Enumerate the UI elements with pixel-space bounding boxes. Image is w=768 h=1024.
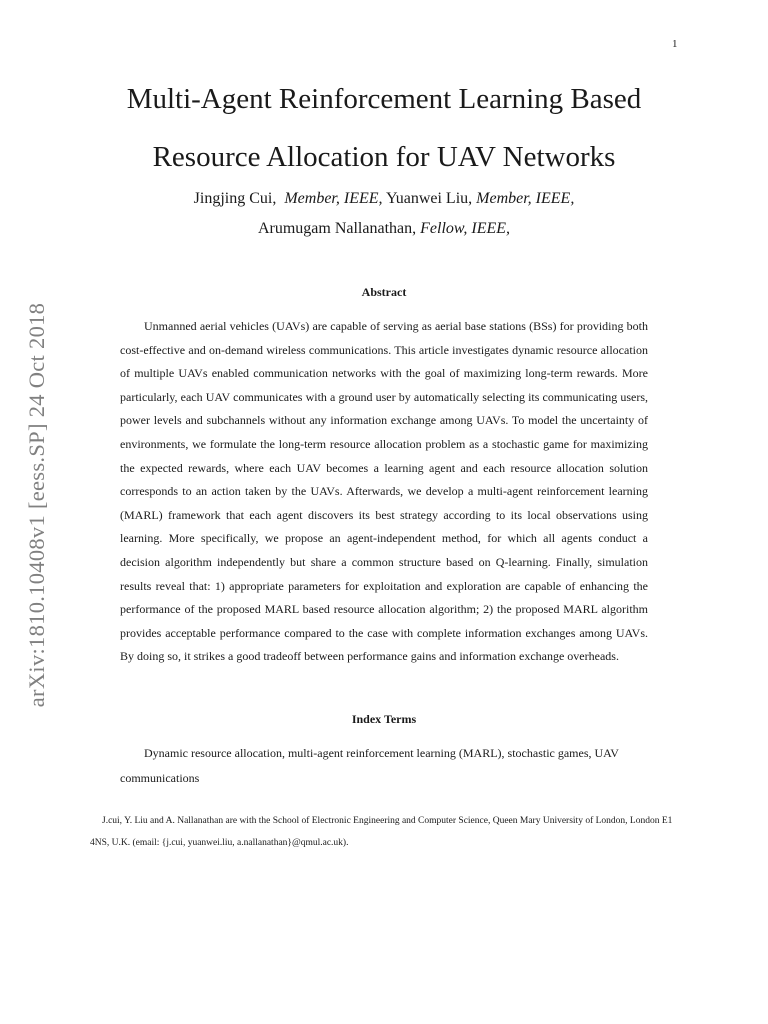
author-line-2 (64, 214, 704, 244)
affiliation-footnote: J.cui, Y. Liu and A. Nallanathan are with the School of Electronic Engineering and Computer Science, Queen Mary University of London, London E1 4NS, U.K. (email: {j.cui, yuanwei.liu, a.nallanathan}@qmul.ac.uk). (90, 816, 673, 848)
paper-title (64, 70, 704, 186)
title-line-1: Multi-Agent Reinforcement Learning Based (126, 83, 642, 115)
page-number: 1 (672, 38, 678, 50)
title-line-2: Resource Allocation for UAV Networks (152, 141, 616, 173)
arxiv-identifier-text: arXiv:1810.10408v1 [eess.SP] 24 Oct 2018 (24, 302, 49, 708)
author-line-1 (64, 184, 704, 214)
index-terms-text: Dynamic resource allocation, multi-agent reinforcement learning (MARL), stochastic games, UAV communications (120, 746, 619, 785)
author-membership: Fellow, IEEE, (420, 220, 511, 237)
arxiv-identifier-stamp (22, 270, 52, 740)
author-name: Jingjing Cui, (193, 190, 277, 207)
author-block (64, 184, 704, 244)
author-membership: Member, IEEE, (476, 190, 575, 207)
author-membership: Member, IEEE, (284, 190, 383, 207)
author-name: Yuanwei Liu, (385, 190, 473, 207)
author-name: Arumugam Nallanathan, (257, 220, 417, 237)
abstract-text: Unmanned aerial vehicles (UAVs) are capable of serving as aerial base stations (BSs) for providing both cost-effective and on-demand wireless communications. This article investigates dynamic resource allocation of multiple UAVs enabled communication networks with the goal of maximizing long-term rewards. More particularly, each UAV communicates with a ground user by automatically selecting its communicating users, power levels and subchannels without any information exchange among UAVs. To model the uncertainty of environments, we formulate the long-term resource allocation problem as a stochastic game for maximizing the expected rewards, where each UAV becomes a learning agent and each resource allocation solution corresponds to an action taken by the UAVs. Afterwards, we develop a multi-agent reinforcement learning (MARL) framework that each agent discovers its best strategy according to its local observations using learning. More specifically, we propose an agent-independent method, for which all agents conduct a decision algorithm independently but share a common structure based on Q-learning. Finally, simulation results reveal that: 1) appropriate parameters for exploitation and exploration are capable of enhancing the performance of the proposed MARL based resource allocation algorithm; 2) the proposed MARL algorithm provides acceptable performance compared to the case with complete information exchanges among UAVs. By doing so, it strikes a good tradeoff between performance gains and information exchange overheads. (120, 319, 648, 664)
index-terms-heading: Index Terms (351, 712, 417, 726)
abstract-heading: Abstract (361, 285, 407, 299)
